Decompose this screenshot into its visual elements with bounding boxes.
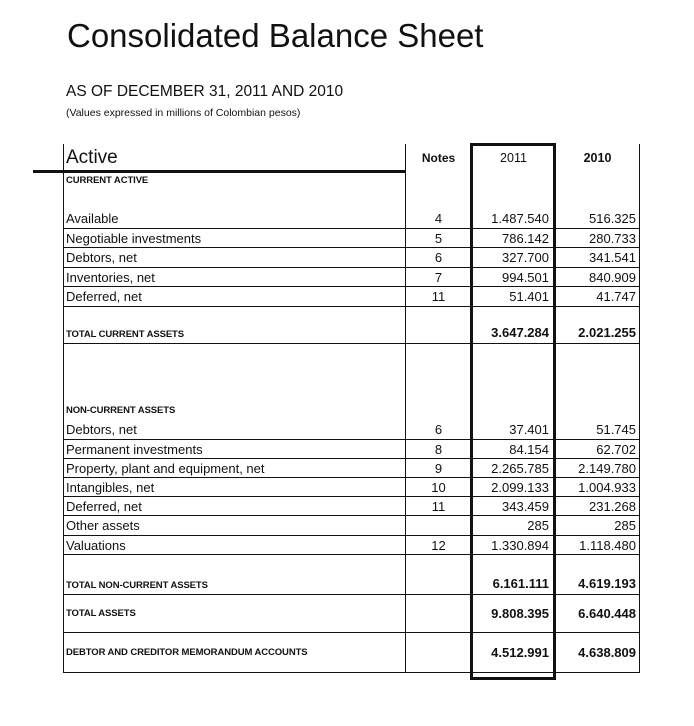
total-value-2011: 6.161.111 (471, 555, 555, 595)
row-note (405, 516, 471, 536)
table-row (63, 459, 640, 478)
total-label: TOTAL ASSETS (63, 595, 405, 633)
total-value-2010: 6.640.448 (555, 595, 640, 633)
row-value-2010: 285 (555, 516, 640, 536)
row-note: 10 (405, 478, 471, 497)
section-label: CURRENT ACTIVE (63, 171, 405, 209)
document-subtitle: AS OF DECEMBER 31, 2011 AND 2010 (66, 83, 344, 100)
row-value-2011: 1.330.894 (471, 536, 555, 555)
total-value-2010: 4.619.193 (555, 555, 640, 595)
row-label: Debtors, net (63, 248, 405, 268)
row-note: 7 (405, 268, 471, 287)
header-notes: Notes (405, 144, 471, 171)
row-note: 11 (405, 497, 471, 516)
header-active: Active (63, 144, 405, 171)
table-row (63, 248, 640, 268)
row-note: 4 (405, 209, 471, 229)
row-value-2011: 51.401 (471, 287, 555, 307)
row-label: Property, plant and equipment, net (63, 459, 405, 478)
row-value-2010: 2.149.780 (555, 459, 640, 478)
row-value-2011: 37.401 (471, 420, 555, 440)
header-underline-rule (33, 170, 406, 173)
table-row (63, 229, 640, 248)
row-value-2011: 327.700 (471, 248, 555, 268)
total-row-assets (63, 595, 640, 633)
document-title: Consolidated Balance Sheet (67, 17, 484, 54)
row-value-2010: 231.268 (555, 497, 640, 516)
row-label: Available (63, 209, 405, 229)
row-value-2010: 62.702 (555, 440, 640, 459)
total-value-2010: 4.638.809 (555, 633, 640, 673)
row-label: Permanent investments (63, 440, 405, 459)
row-note: 9 (405, 459, 471, 478)
total-value-2011: 4.512.991 (471, 633, 555, 673)
table-row (63, 209, 640, 229)
memorandum-accounts-row (63, 633, 640, 673)
total-row-current-assets (63, 307, 640, 344)
row-value-2011: 2.265.785 (471, 459, 555, 478)
row-value-2011: 285 (471, 516, 555, 536)
row-note: 5 (405, 229, 471, 248)
table-row (63, 497, 640, 516)
section-row-current (63, 171, 640, 209)
row-note: 11 (405, 287, 471, 307)
total-value-2011: 9.808.395 (471, 595, 555, 633)
row-label: Intangibles, net (63, 478, 405, 497)
row-value-2010: 1.004.933 (555, 478, 640, 497)
row-value-2010: 341.541 (555, 248, 640, 268)
row-label: Debtors, net (63, 420, 405, 440)
row-label: Negotiable investments (63, 229, 405, 248)
section-row-noncurrent (63, 400, 640, 420)
total-label: TOTAL CURRENT ASSETS (63, 307, 405, 344)
table-row (63, 516, 640, 536)
row-label: Other assets (63, 516, 405, 536)
total-label: TOTAL NON-CURRENT ASSETS (63, 555, 405, 595)
row-note: 6 (405, 420, 471, 440)
row-note: 12 (405, 536, 471, 555)
header-2011: 2011 (471, 144, 555, 171)
total-label: DEBTOR AND CREDITOR MEMORANDUM ACCOUNTS (63, 633, 405, 673)
row-value-2010: 51.745 (555, 420, 640, 440)
row-value-2011: 343.459 (471, 497, 555, 516)
table-row (63, 420, 640, 440)
section-label: NON-CURRENT ASSETS (63, 400, 405, 420)
row-label: Inventories, net (63, 268, 405, 287)
table-row (63, 536, 640, 555)
row-value-2010: 840.909 (555, 268, 640, 287)
row-value-2011: 994.501 (471, 268, 555, 287)
header-2010: 2010 (555, 144, 640, 171)
row-value-2010: 41.747 (555, 287, 640, 307)
row-label: Deferred, net (63, 287, 405, 307)
table-row (63, 268, 640, 287)
row-note: 6 (405, 248, 471, 268)
row-value-2011: 786.142 (471, 229, 555, 248)
table-header-row (63, 144, 640, 171)
table-row (63, 287, 640, 307)
total-value-2011: 3.647.284 (471, 307, 555, 344)
row-label: Deferred, net (63, 497, 405, 516)
row-value-2011: 84.154 (471, 440, 555, 459)
units-note: (Values expressed in millions of Colombian pesos) (66, 107, 301, 119)
table-row (63, 478, 640, 497)
row-label: Valuations (63, 536, 405, 555)
balance-sheet-table (63, 144, 640, 673)
row-value-2011: 1.487.540 (471, 209, 555, 229)
total-row-noncurrent-assets (63, 555, 640, 595)
row-value-2010: 516.325 (555, 209, 640, 229)
row-value-2011: 2.099.133 (471, 478, 555, 497)
spacer-row (63, 344, 640, 400)
total-value-2010: 2.021.255 (555, 307, 640, 344)
table-row (63, 440, 640, 459)
row-value-2010: 1.118.480 (555, 536, 640, 555)
row-value-2010: 280.733 (555, 229, 640, 248)
row-note: 8 (405, 440, 471, 459)
